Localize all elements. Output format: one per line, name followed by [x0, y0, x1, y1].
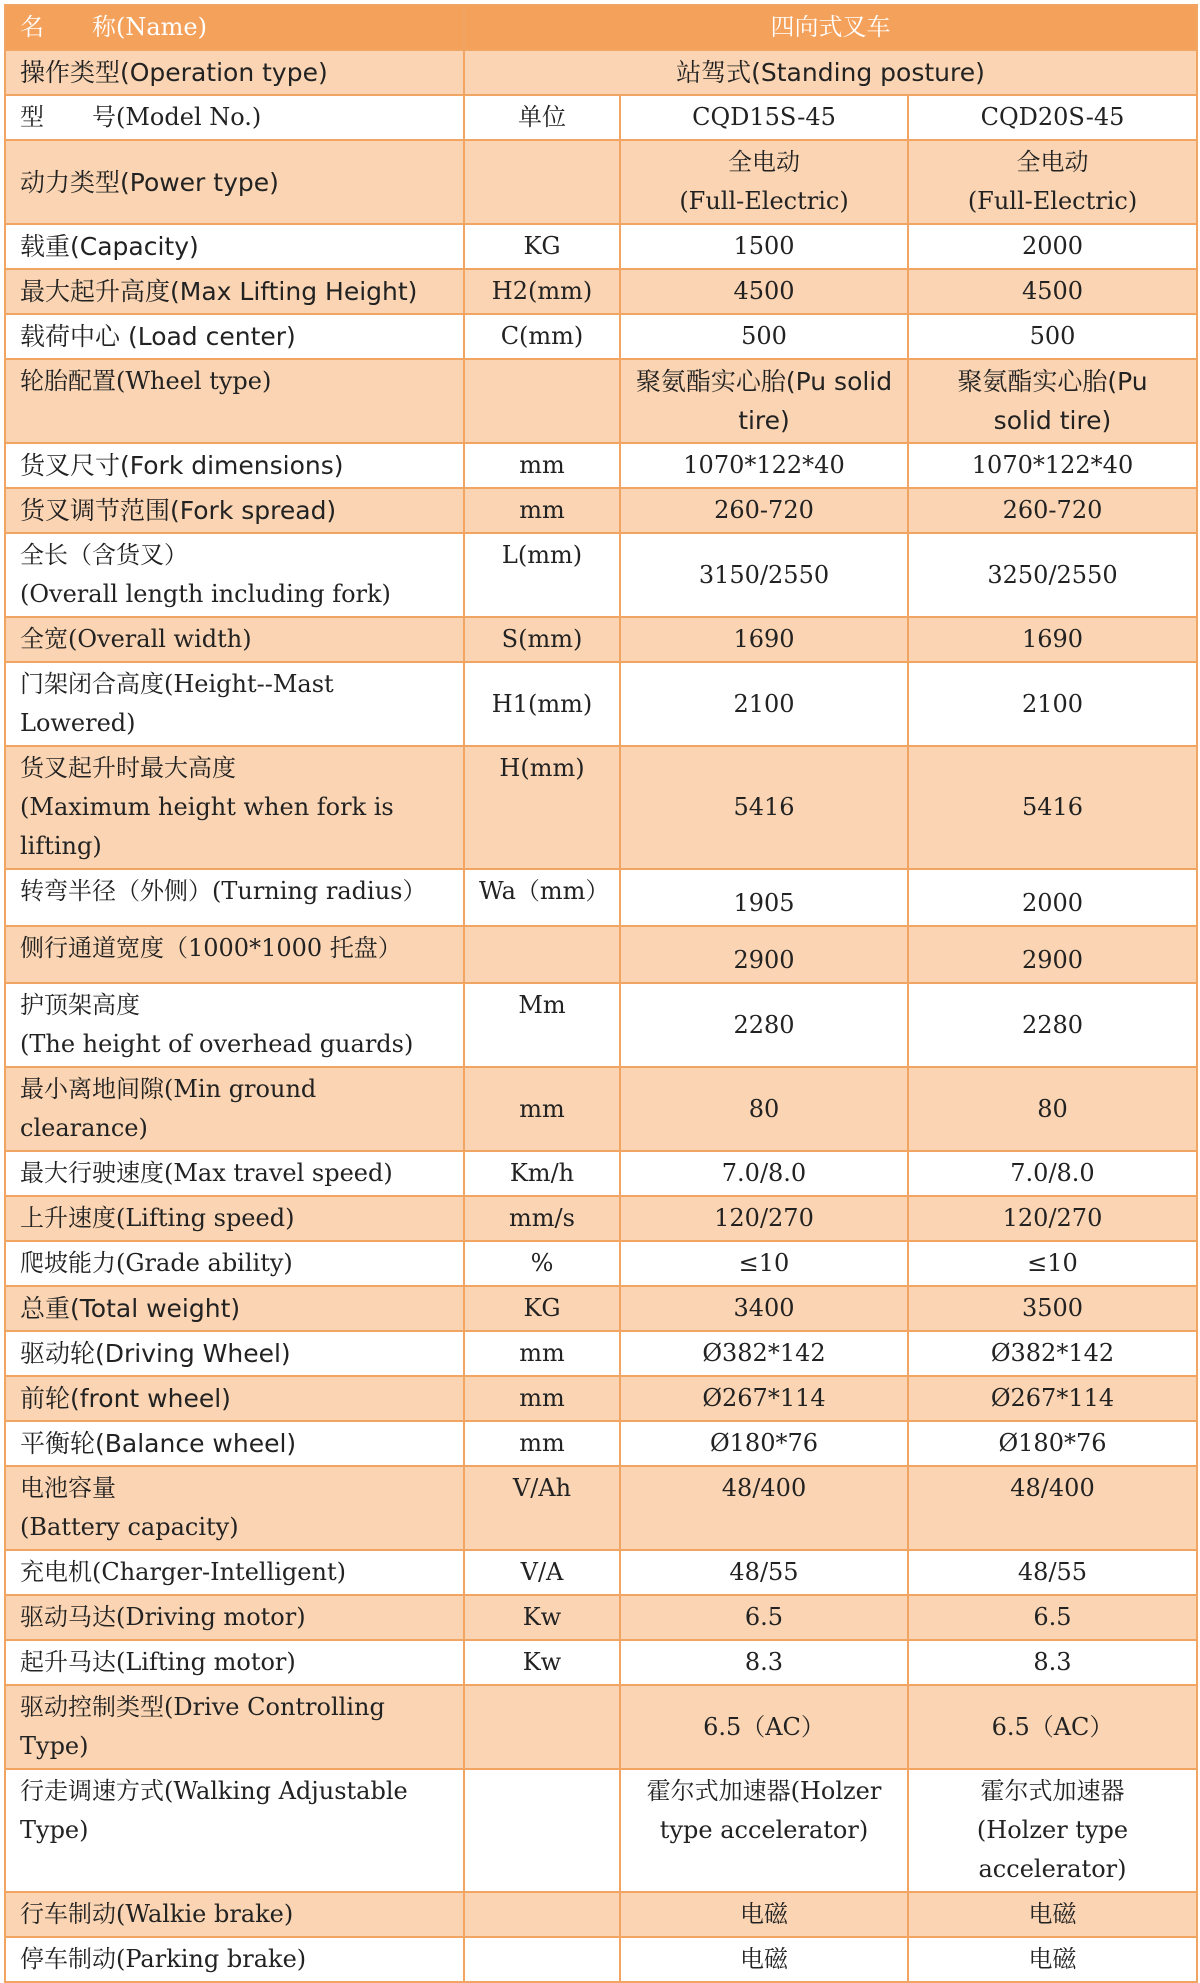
spec-row [5, 926, 1197, 983]
spec-unit: C(mm) [464, 314, 620, 359]
spec-label: 平衡轮(Balance wheel) [5, 1421, 464, 1466]
spec-unit: S(mm) [464, 617, 620, 662]
unit-header: 单位 [464, 95, 620, 140]
spec-value-model-1: 5416 [620, 746, 908, 869]
spec-value-model-1: 80 [620, 1067, 908, 1151]
model-2: CQD20S-45 [908, 95, 1197, 140]
spec-row [5, 488, 1197, 533]
spec-unit: mm [464, 1331, 620, 1376]
spec-value-model-1: 3150/2550 [620, 533, 908, 617]
spec-value-model-2: 4500 [908, 269, 1197, 314]
spec-row [5, 1331, 1197, 1376]
header-row [5, 5, 1197, 50]
spec-value-model-1: 6.5（AC） [620, 1685, 908, 1769]
spec-value-model-1: 2100 [620, 662, 908, 746]
spec-value-model-1: 7.0/8.0 [620, 1151, 908, 1196]
spec-value-model-2: 80 [908, 1067, 1197, 1151]
spec-label: 驱动轮(Driving Wheel) [5, 1331, 464, 1376]
spec-row [5, 1376, 1197, 1421]
spec-unit: H(mm) [464, 746, 620, 869]
spec-value-model-2: 2280 [908, 983, 1197, 1067]
spec-unit: mm [464, 1067, 620, 1151]
spec-value-model-2: 48/400 [908, 1466, 1197, 1550]
spec-row [5, 314, 1197, 359]
spec-value-model-2: Ø180*76 [908, 1421, 1197, 1466]
spec-value-model-2: 2900 [908, 926, 1197, 983]
spec-row [5, 1550, 1197, 1595]
spec-row [5, 359, 1197, 443]
spec-unit: Kw [464, 1640, 620, 1685]
spec-unit: mm [464, 488, 620, 533]
spec-label: 货叉调节范围(Fork spread) [5, 488, 464, 533]
spec-value-model-1: 260-720 [620, 488, 908, 533]
spec-row [5, 443, 1197, 488]
spec-unit [464, 1769, 620, 1892]
spec-unit [464, 926, 620, 983]
spec-unit: V/Ah [464, 1466, 620, 1550]
spec-value-model-2: 6.5（AC） [908, 1685, 1197, 1769]
spec-row [5, 1892, 1197, 1937]
spec-unit [464, 1937, 620, 1982]
spec-label: 轮胎配置(Wheel type) [5, 359, 464, 443]
spec-row [5, 140, 1197, 224]
spec-label: 动力类型(Power type) [5, 140, 464, 224]
spec-label: 最小离地间隙(Min ground clearance) [5, 1067, 464, 1151]
spec-value-model-2: Ø267*114 [908, 1376, 1197, 1421]
spec-label: 门架闭合高度(Height--Mast Lowered) [5, 662, 464, 746]
spec-unit: Mm [464, 983, 620, 1067]
spec-table-body [5, 5, 1197, 1982]
product-title: 四向式叉车 [464, 5, 1197, 50]
spec-label: 货叉尺寸(Fork dimensions) [5, 443, 464, 488]
spec-value-model-2: 7.0/8.0 [908, 1151, 1197, 1196]
spec-label: 行车制动(Walkie brake) [5, 1892, 464, 1937]
spec-row [5, 1937, 1197, 1982]
spec-row [5, 746, 1197, 869]
spec-label: 总重(Total weight) [5, 1286, 464, 1331]
spec-value-model-1: ≤10 [620, 1241, 908, 1286]
spec-row [5, 1640, 1197, 1685]
spec-row [5, 1421, 1197, 1466]
spec-value-model-2: ≤10 [908, 1241, 1197, 1286]
operation-value: 站驾式(Standing posture) [464, 50, 1197, 95]
spec-value-model-2: 120/270 [908, 1196, 1197, 1241]
spec-value-model-2: 2100 [908, 662, 1197, 746]
spec-label: 行走调速方式(Walking Adjustable Type) [5, 1769, 464, 1892]
spec-label: 侧行通道宽度（1000*1000 托盘） [5, 926, 464, 983]
spec-value-model-1: 2280 [620, 983, 908, 1067]
spec-unit: mm [464, 1421, 620, 1466]
spec-value-model-1: 1905 [620, 869, 908, 926]
spec-label: 驱动马达(Driving motor) [5, 1595, 464, 1640]
model-1: CQD15S-45 [620, 95, 908, 140]
spec-unit [464, 1685, 620, 1769]
spec-label: 停车制动(Parking brake) [5, 1937, 464, 1982]
spec-label: 货叉起升时最大高度 (Maximum height when fork is lifting) [5, 746, 464, 869]
spec-row [5, 869, 1197, 926]
spec-label: 载重(Capacity) [5, 224, 464, 269]
spec-unit: mm [464, 1376, 620, 1421]
spec-value-model-1: 120/270 [620, 1196, 908, 1241]
spec-value-model-2: 2000 [908, 869, 1197, 926]
spec-unit: mm [464, 443, 620, 488]
spec-label: 全宽(Overall width) [5, 617, 464, 662]
spec-row [5, 983, 1197, 1067]
spec-label: 最大行驶速度(Max travel speed) [5, 1151, 464, 1196]
spec-unit: Km/h [464, 1151, 620, 1196]
spec-label: 前轮(front wheel) [5, 1376, 464, 1421]
spec-value-model-2: 5416 [908, 746, 1197, 869]
spec-label: 护顶架高度 (The height of overhead guards) [5, 983, 464, 1067]
spec-value-model-1: 霍尔式加速器(Holzer type accelerator) [620, 1769, 908, 1892]
spec-row [5, 1286, 1197, 1331]
spec-value-model-2: 8.3 [908, 1640, 1197, 1685]
spec-value-model-2: 电磁 [908, 1937, 1197, 1982]
spec-row [5, 269, 1197, 314]
spec-value-model-2: 500 [908, 314, 1197, 359]
spec-value-model-2: 全电动 (Full-Electric) [908, 140, 1197, 224]
spec-row [5, 1769, 1197, 1892]
spec-value-model-2: 3250/2550 [908, 533, 1197, 617]
spec-value-model-2: 3500 [908, 1286, 1197, 1331]
spec-unit: % [464, 1241, 620, 1286]
spec-row [5, 1196, 1197, 1241]
spec-value-model-2: 霍尔式加速器 (Holzer type accelerator) [908, 1769, 1197, 1892]
spec-value-model-1: 全电动 (Full-Electric) [620, 140, 908, 224]
spec-value-model-1: 8.3 [620, 1640, 908, 1685]
spec-value-model-1: 4500 [620, 269, 908, 314]
spec-value-model-1: 6.5 [620, 1595, 908, 1640]
spec-value-model-1: 2900 [620, 926, 908, 983]
spec-label: 电池容量 (Battery capacity) [5, 1466, 464, 1550]
spec-value-model-1: 聚氨酯实心胎(Pu solid tire) [620, 359, 908, 443]
spec-value-model-1: 500 [620, 314, 908, 359]
spec-label: 最大起升高度(Max Lifting Height) [5, 269, 464, 314]
spec-label: 充电机(Charger-Intelligent) [5, 1550, 464, 1595]
spec-row [5, 1241, 1197, 1286]
spec-value-model-1: 1690 [620, 617, 908, 662]
spec-unit: KG [464, 224, 620, 269]
spec-value-model-2: 1690 [908, 617, 1197, 662]
spec-value-model-1: 电磁 [620, 1937, 908, 1982]
spec-value-model-2: Ø382*142 [908, 1331, 1197, 1376]
spec-value-model-1: Ø180*76 [620, 1421, 908, 1466]
operation-row [5, 50, 1197, 95]
spec-row [5, 533, 1197, 617]
spec-value-model-1: 3400 [620, 1286, 908, 1331]
spec-unit [464, 140, 620, 224]
spec-unit: Wa（mm） [464, 869, 620, 926]
spec-value-model-2: 260-720 [908, 488, 1197, 533]
spec-label: 转弯半径（外侧）(Turning radius） [5, 869, 464, 926]
spec-unit: H2(mm) [464, 269, 620, 314]
spec-table [4, 4, 1198, 1983]
spec-unit: Kw [464, 1595, 620, 1640]
spec-value-model-2: 48/55 [908, 1550, 1197, 1595]
spec-unit: V/A [464, 1550, 620, 1595]
spec-row [5, 224, 1197, 269]
spec-value-model-1: Ø267*114 [620, 1376, 908, 1421]
spec-unit: L(mm) [464, 533, 620, 617]
spec-value-model-1: 48/400 [620, 1466, 908, 1550]
spec-value-model-2: 电磁 [908, 1892, 1197, 1937]
spec-row [5, 1067, 1197, 1151]
spec-value-model-1: 48/55 [620, 1550, 908, 1595]
spec-label: 爬坡能力(Grade ability) [5, 1241, 464, 1286]
spec-row [5, 1595, 1197, 1640]
spec-value-model-1: Ø382*142 [620, 1331, 908, 1376]
spec-row [5, 662, 1197, 746]
spec-unit [464, 1892, 620, 1937]
spec-value-model-1: 1500 [620, 224, 908, 269]
spec-value-model-1: 电磁 [620, 1892, 908, 1937]
spec-label: 起升马达(Lifting motor) [5, 1640, 464, 1685]
spec-row [5, 1151, 1197, 1196]
name-header-label: 名 称(Name) [5, 5, 464, 50]
spec-value-model-2: 2000 [908, 224, 1197, 269]
model-label: 型 号(Model No.) [5, 95, 464, 140]
spec-label: 驱动控制类型(Drive Controlling Type) [5, 1685, 464, 1769]
operation-label: 操作类型(Operation type) [5, 50, 464, 95]
spec-label: 全长（含货叉） (Overall length including fork) [5, 533, 464, 617]
spec-value-model-2: 聚氨酯实心胎(Pu solid tire) [908, 359, 1197, 443]
model-row [5, 95, 1197, 140]
spec-row [5, 1466, 1197, 1550]
spec-unit: H1(mm) [464, 662, 620, 746]
spec-unit: mm/s [464, 1196, 620, 1241]
spec-row [5, 1685, 1197, 1769]
spec-row [5, 617, 1197, 662]
spec-unit [464, 359, 620, 443]
spec-label: 上升速度(Lifting speed) [5, 1196, 464, 1241]
spec-value-model-1: 1070*122*40 [620, 443, 908, 488]
spec-sheet [4, 4, 1196, 1983]
spec-unit: KG [464, 1286, 620, 1331]
spec-value-model-2: 6.5 [908, 1595, 1197, 1640]
spec-label: 载荷中心 (Load center) [5, 314, 464, 359]
spec-value-model-2: 1070*122*40 [908, 443, 1197, 488]
